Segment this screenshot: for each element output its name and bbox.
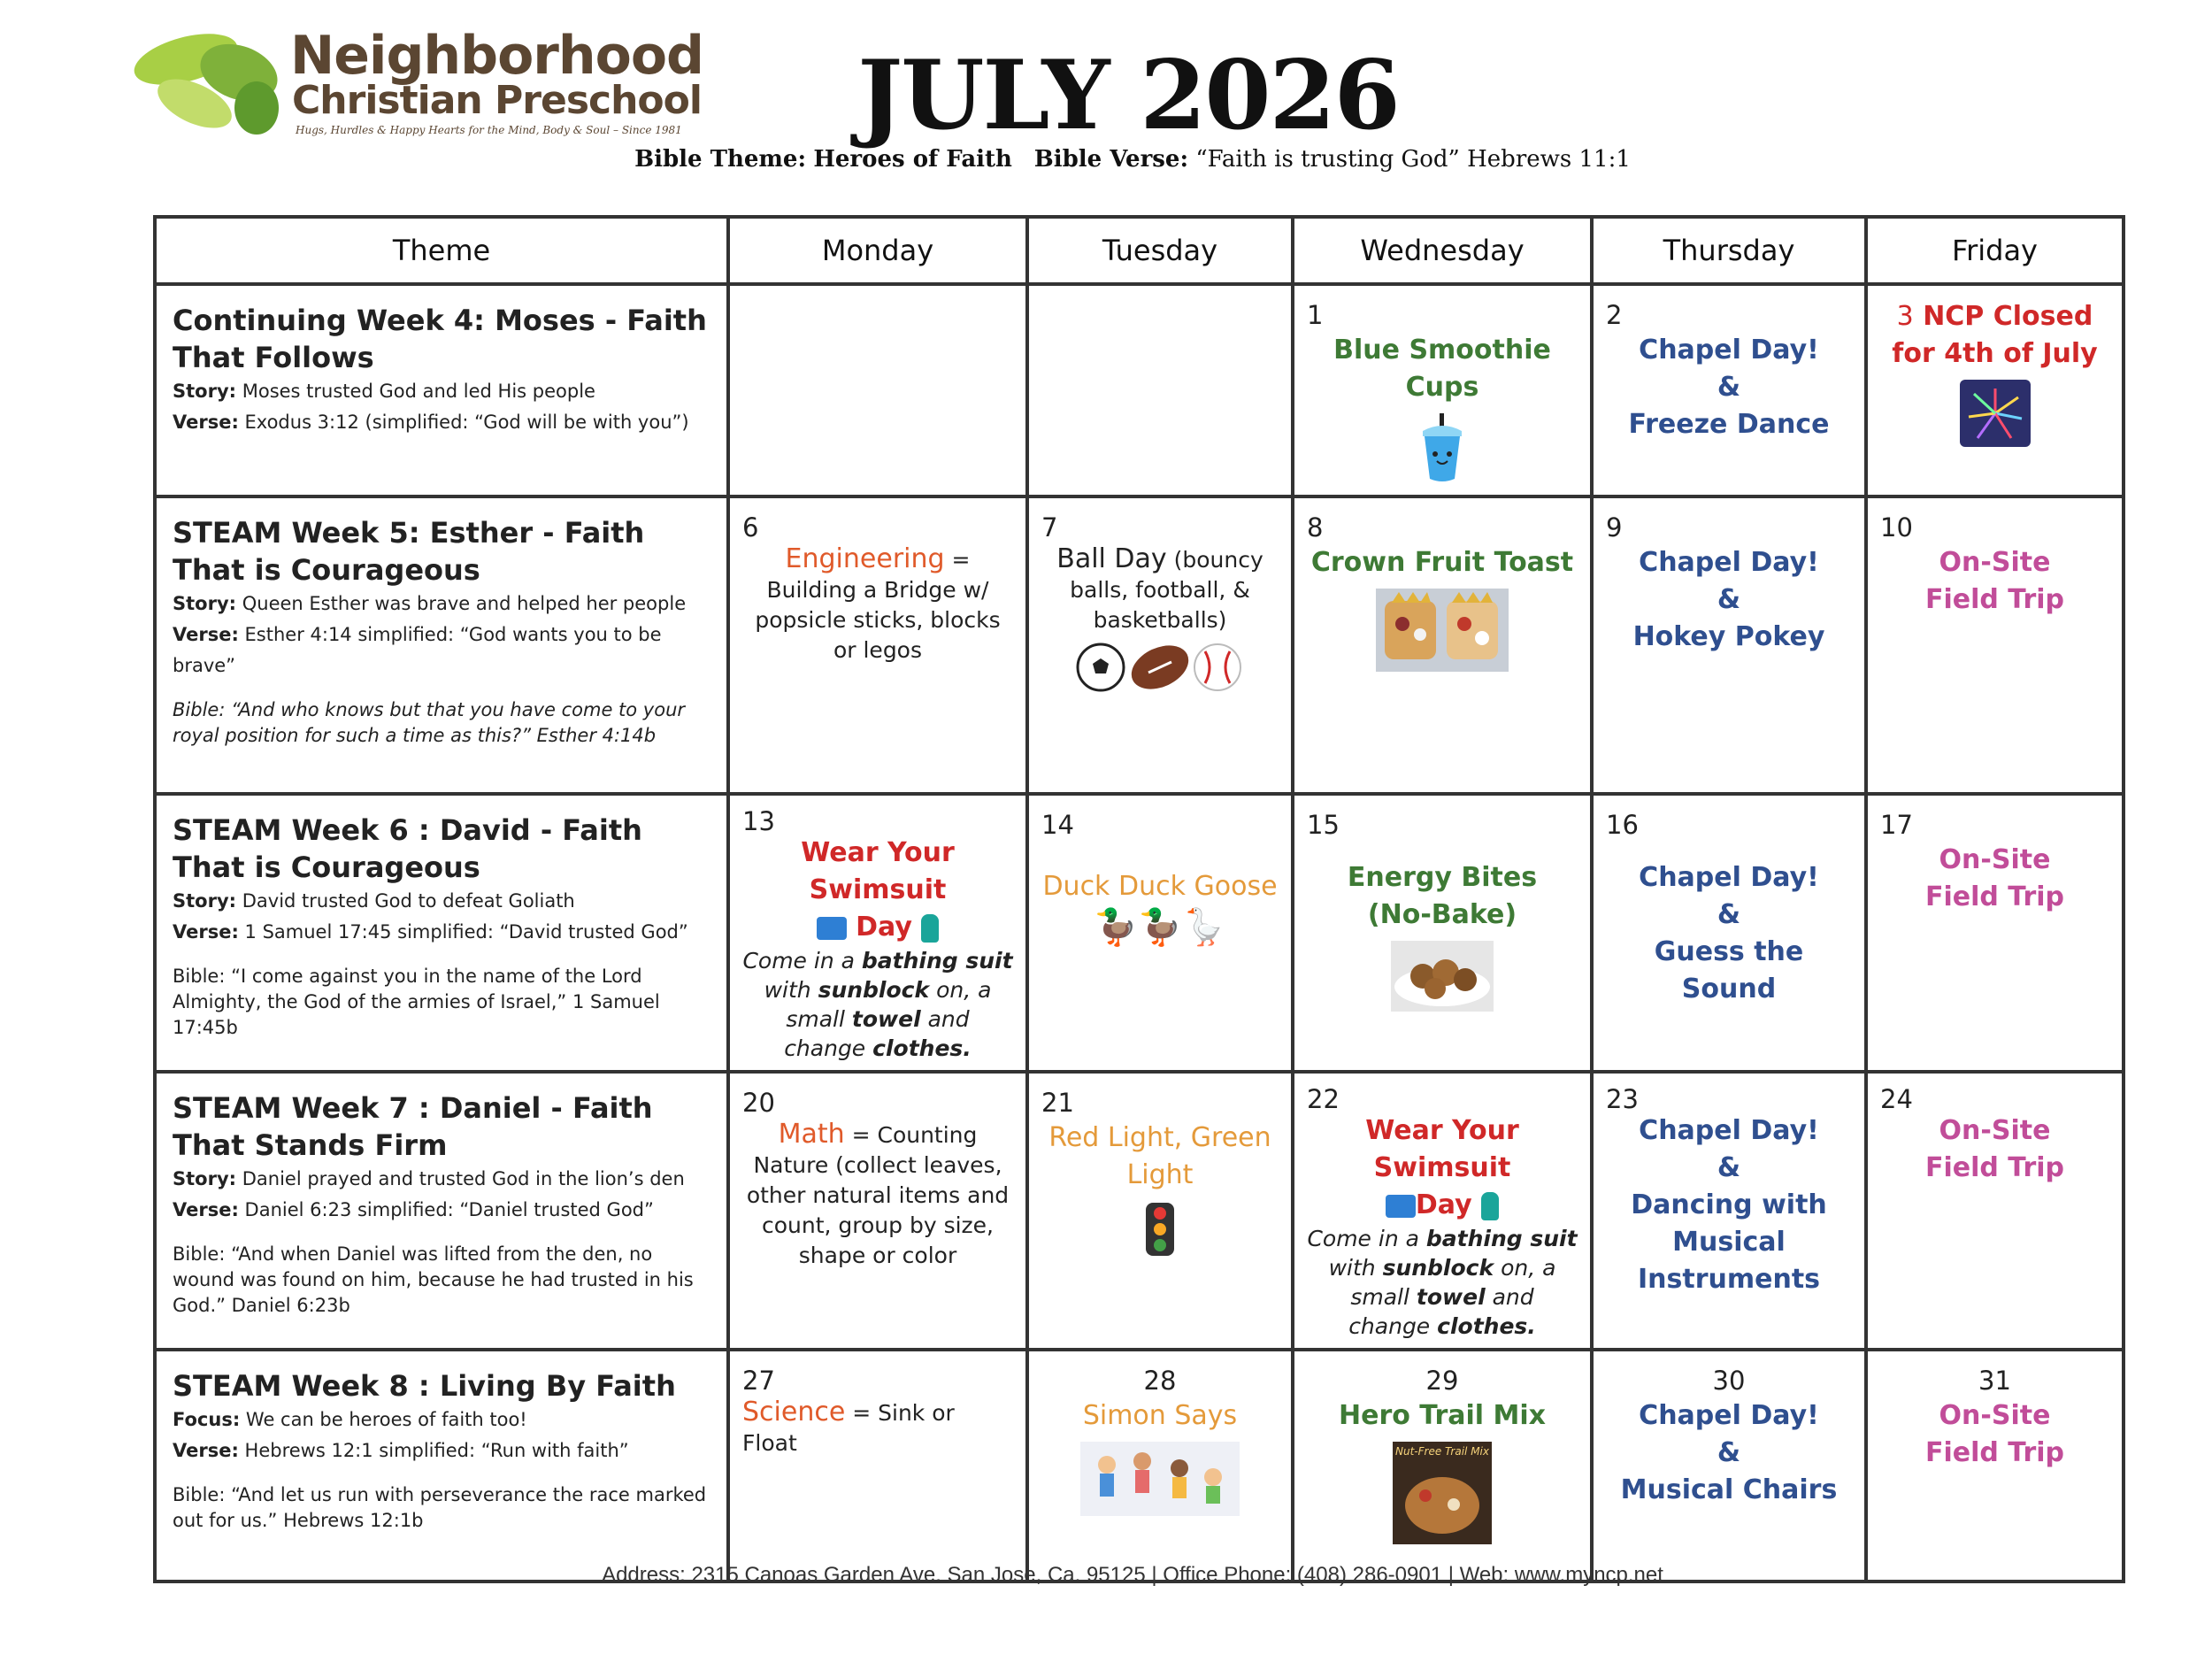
field-trip-label-2: Field Trip [1924,584,2065,615]
ampersand: & [1717,1437,1741,1468]
story-line: Story: Moses trusted God and led His people [173,381,595,402]
header-tuesday: Tuesday [1027,217,1293,284]
day-cell [1027,1350,1293,1581]
day-cell [1592,284,1866,496]
swimsuit-day-label-2: Day [742,909,1013,946]
theme-label: Bible Theme: [634,146,807,173]
swimsuit-note: Come in a bathing suit with sunblock on, a small towel and change clothes. [1307,1226,1578,1339]
ampersand: & [1717,584,1741,615]
verse-line: Verse: Exodus 3:12 (simplified: “God will be with you”) [173,412,689,433]
day-number: 14 [1041,810,1074,840]
day-number: 23 [1606,1084,1639,1114]
swimsuit-icon [921,914,939,943]
activity-label: Energy Bites [1347,862,1538,893]
steam-label: Science [742,1397,846,1428]
day-number: 16 [1606,810,1639,840]
week-title: STEAM Week 8 : Living By Faith [173,1369,676,1403]
activity-label: Dancing with Musical Instruments [1631,1189,1827,1295]
logo-name-line1: Neighborhood [290,25,704,87]
chapel-label: Chapel Day! [1639,335,1819,366]
field-trip-label-2: Field Trip [1924,881,2065,912]
day-cell [1866,496,2124,794]
day-number: 31 [1978,1366,2011,1396]
trail-mix-image [1393,1442,1492,1544]
fireworks-icon [1960,380,2031,447]
day-cell [1866,1072,2124,1350]
verse-line: Verse: Esther 4:14 simplified: “God wants you to be brave” [173,624,662,676]
field-trip-label-2: Field Trip [1924,1437,2065,1468]
steam-label: Math [778,1119,845,1150]
day-number: 6 [742,512,759,543]
activity-label: Simon Says [1082,1400,1238,1431]
story-line: Story: Queen Esther was brave and helped her people [173,593,687,614]
theme-cell [155,1072,728,1350]
logo-name-line2: Christian Preschool [292,78,702,123]
activity-label: Hokey Pokey [1632,621,1825,652]
day-number: 15 [1307,810,1340,840]
day-number: 3 [1896,301,1914,332]
swim-trunks-icon [817,917,847,940]
footer-contact: Address: 2315 Canoas Garden Ave. San Jose, Ca. 95125 | Office Phone: (408) 286-0901 | Web: www.myncp.net [602,1563,1663,1587]
header-row [155,217,2124,284]
steam-label: Engineering [785,543,945,574]
day-cell [1027,1072,1293,1350]
steam-activity: Engineering = Building a Bridge w/ popsicle sticks, blocks or legos [755,543,1001,663]
day-number: 1 [1307,300,1324,330]
day-number: 13 [742,806,775,836]
verse-line: Verse: 1 Samuel 17:45 simplified: “David trusted God” [173,921,688,943]
fruit-toast-icon [1376,589,1509,672]
header-thursday: Thursday [1592,217,1866,284]
day-number: 20 [742,1088,775,1118]
logo-tagline: Hugs, Hurdles & Happy Hearts for the Mind, Body & Soul – Since 1981 [296,124,682,136]
chapel-label: Chapel Day! [1639,1400,1819,1431]
energy-bites-icon [1391,941,1494,1012]
day-cell-empty [728,284,1027,496]
theme-cell [155,496,728,794]
day-cell [1592,1350,1866,1581]
theme-value: Heroes of Faith [813,146,1012,173]
activity-label: Freeze Dance [1628,409,1830,440]
day-number: 8 [1307,512,1324,543]
day-cell [1293,794,1592,1072]
chapel-label: Chapel Day! [1639,547,1819,578]
activity-label: Hero Trail Mix [1338,1400,1546,1431]
activity-label: Ball Day (bouncy balls, football, & basketballs) [1056,543,1263,633]
bible-theme-line [0,146,2212,173]
day-number: 29 [1425,1366,1459,1396]
traffic-light-icon [1144,1201,1176,1258]
story-line: Story: David trusted God to defeat Goliath [173,890,575,912]
day-cell [1293,496,1592,794]
activity-label: Blue Smoothie Cups [1333,335,1551,403]
activity-label-2: (No-Bake) [1367,899,1517,930]
day-number: 17 [1880,810,1913,840]
verse-label: Bible Verse: [1033,146,1189,173]
activity-label: Musical Chairs [1620,1474,1838,1505]
day-cell [728,496,1027,794]
day-number: 10 [1880,512,1913,543]
day-cell-empty [1027,284,1293,496]
header-friday: Friday [1866,217,2124,284]
day-cell [1592,1072,1866,1350]
week-title: Continuing Week 4: Moses - Faith That Follows [173,304,707,374]
day-number: 9 [1606,512,1623,543]
day-cell [1293,284,1592,496]
bible-quote: Bible: “And when Daniel was lifted from the den, no wound was found on him, because he had trusted in his God.” Daniel 6:23b [173,1243,694,1316]
bible-quote: Bible: “I come against you in the name of the Lord Almighty, the God of the armies of Israel,” 1 Samuel 17:45b [173,966,660,1038]
verse-value: “Faith is trusting God” Hebrews 11:1 [1195,146,1631,173]
day-number: 24 [1880,1084,1913,1114]
day-number: 30 [1712,1366,1746,1396]
week-title: STEAM Week 5: Esther - Faith That is Courageous [173,516,645,587]
week-row [155,794,2124,1072]
field-trip-label-2: Field Trip [1924,1152,2065,1183]
steam-activity: Math = Counting Nature (collect leaves, other natural items and count, group by size, shape or color [746,1119,1010,1268]
swimsuit-day-label: Wear Your Swimsuit [801,837,955,905]
header-monday: Monday [728,217,1027,284]
day-cell [1592,794,1866,1072]
day-cell [1592,496,1866,794]
page-title: JULY 2026 [857,40,1399,151]
chapel-label: Chapel Day! [1639,1115,1819,1146]
kids-playing-icon [1080,1442,1240,1516]
day-cell [728,794,1027,1072]
swimsuit-note: Come in a bathing suit with sunblock on, a small towel and change clothes. [742,948,1013,1061]
bible-quote: Bible: “And who knows but that you have come to your royal position for such a time as this?” Esther 4:14b [173,699,686,746]
day-cell [1293,1350,1592,1581]
ampersand: & [1717,372,1741,403]
day-number: 22 [1307,1084,1340,1114]
swimsuit-icon [1481,1192,1499,1220]
day-number: 2 [1606,300,1623,330]
header-wednesday: Wednesday [1293,217,1592,284]
week-title: STEAM Week 6 : David - Faith That is Courageous [173,813,642,884]
trail-mix-label: Nut-Free Trail Mix [1395,1445,1489,1458]
verse-line: Verse: Daniel 6:23 simplified: “Daniel trusted God” [173,1199,654,1220]
activity-label: Guess the Sound [1654,936,1804,1004]
week-row [155,284,2124,496]
field-trip-label: On-Site [1939,844,2051,875]
day-cell [728,1350,1027,1581]
theme-cell [155,284,728,496]
story-line: Story: Daniel prayed and trusted God in the lion’s den [173,1168,685,1189]
focus-line: Focus: We can be heroes of faith too! [173,1409,527,1430]
day-cell [1866,1350,2124,1581]
day-cell [1293,1072,1592,1350]
activity-label: Crown Fruit Toast [1310,547,1574,578]
day-number: 27 [742,1366,775,1396]
day-number: 7 [1041,512,1058,543]
day-number: 28 [1143,1366,1177,1396]
field-trip-label: On-Site [1939,1400,2051,1431]
header-theme: Theme [155,217,728,284]
activity-label: Red Light, Green Light [1048,1122,1271,1190]
swimsuit-day-label-2: Day [1307,1187,1578,1224]
swim-trunks-icon [1386,1195,1416,1218]
verse-line: Verse: Hebrews 12:1 simplified: “Run with faith” [173,1440,629,1461]
week-row [155,496,2124,794]
day-number: 21 [1041,1088,1074,1118]
week-row [155,1350,2124,1581]
closed-notice: 3 NCP Closed for 4th of July [1892,301,2098,369]
sports-balls-icon [1076,643,1244,692]
field-trip-label: On-Site [1939,1115,2051,1146]
ampersand: & [1717,899,1741,930]
week-row [155,1072,2124,1350]
theme-cell [155,1350,728,1581]
calendar-grid [153,215,2125,1583]
field-trip-label: On-Site [1939,547,2051,578]
day-cell [1027,794,1293,1072]
bible-quote: Bible: “And let us run with perseverance the race marked out for us.” Hebrews 12:1b [173,1484,707,1531]
day-cell [728,1072,1027,1350]
steam-activity: Science = Sink or Float [742,1397,955,1456]
ducks-goose-icon: 🦆🦆🪿 [1094,907,1226,948]
theme-cell [155,794,728,1072]
day-cell [1866,284,2124,496]
day-cell [1866,794,2124,1072]
activity-label: Duck Duck Goose [1042,871,1278,902]
smoothie-cup-icon [1416,413,1469,484]
ampersand: & [1717,1152,1741,1183]
week-title: STEAM Week 7 : Daniel - Faith That Stands Firm [173,1091,653,1162]
chapel-label: Chapel Day! [1639,862,1819,893]
swimsuit-day-label: Wear Your Swimsuit [1365,1115,1519,1183]
day-cell [1027,496,1293,794]
